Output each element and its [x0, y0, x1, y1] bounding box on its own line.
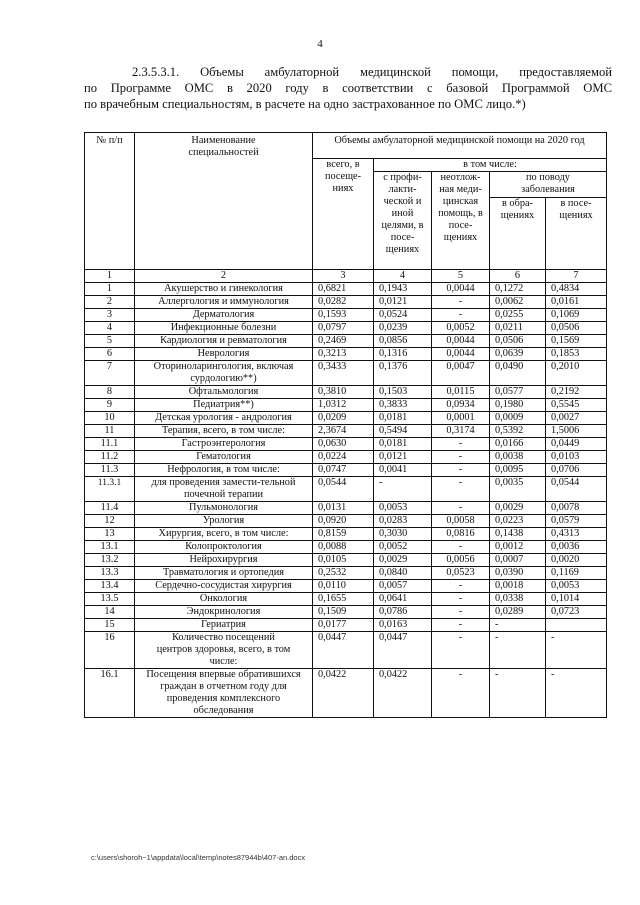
row-appeals: 0,0577	[490, 386, 546, 399]
row-prophylactic: 0,0524	[374, 309, 432, 322]
row-visits: 1,5006	[546, 425, 607, 438]
table-row	[85, 464, 607, 477]
row-number: 11.4	[85, 502, 135, 515]
row-visits: 0,5545	[546, 399, 607, 412]
row-appeals: 0,0390	[490, 567, 546, 580]
row-specialty: Оториноларингология, включая сурдологию**)	[135, 361, 313, 386]
row-appeals: -	[490, 619, 546, 632]
row-prophylactic: 0,0029	[374, 554, 432, 567]
row-specialty: Гериатрия	[135, 619, 313, 632]
row-specialty: Колопроктология	[135, 541, 313, 554]
row-urgent: -	[432, 296, 490, 309]
page-number: 4	[317, 38, 323, 50]
row-visits: 0,0544	[546, 477, 607, 502]
row-number: 7	[85, 361, 135, 386]
table-row	[85, 619, 607, 632]
header-including: в том числе:	[374, 159, 607, 172]
table-row	[85, 580, 607, 593]
row-urgent: -	[432, 438, 490, 451]
row-number: 11.1	[85, 438, 135, 451]
row-urgent: -	[432, 541, 490, 554]
row-visits: -	[546, 632, 607, 669]
header-name: Наименование специальностей	[135, 133, 313, 270]
row-total: 0,1593	[313, 309, 374, 322]
table-row	[85, 554, 607, 567]
row-specialty: Нейрохирургия	[135, 554, 313, 567]
row-appeals: 0,0009	[490, 412, 546, 425]
column-index: 6	[490, 270, 546, 283]
row-appeals: 0,0038	[490, 451, 546, 464]
row-appeals: 0,0062	[490, 296, 546, 309]
row-appeals: 0,0211	[490, 322, 546, 335]
row-prophylactic: 0,0163	[374, 619, 432, 632]
row-specialty: Детская урология - андрология	[135, 412, 313, 425]
row-appeals: 0,1438	[490, 528, 546, 541]
row-visits: 0,1169	[546, 567, 607, 580]
row-specialty: Посещения впервые обратившихся граждан в отчетном году для проведения комплексного обследования	[135, 669, 313, 718]
row-total: 0,3810	[313, 386, 374, 399]
row-number: 2	[85, 296, 135, 309]
row-prophylactic: 0,3833	[374, 399, 432, 412]
table-row	[85, 477, 607, 502]
table-row	[85, 669, 607, 718]
row-prophylactic: 0,0041	[374, 464, 432, 477]
row-prophylactic: 0,1316	[374, 348, 432, 361]
row-prophylactic: 0,0181	[374, 412, 432, 425]
table-row	[85, 335, 607, 348]
row-visits: 0,0706	[546, 464, 607, 477]
column-index: 2	[135, 270, 313, 283]
table-row	[85, 567, 607, 580]
row-number: 13.4	[85, 580, 135, 593]
row-specialty: Гастроэнтерология	[135, 438, 313, 451]
row-appeals: 0,0255	[490, 309, 546, 322]
row-number: 13.1	[85, 541, 135, 554]
row-visits: 0,0027	[546, 412, 607, 425]
row-urgent: -	[432, 451, 490, 464]
header-total: всего, в посеще-ниях	[313, 159, 374, 270]
row-prophylactic: 0,0057	[374, 580, 432, 593]
table-row	[85, 528, 607, 541]
row-urgent: -	[432, 464, 490, 477]
row-urgent: 0,0058	[432, 515, 490, 528]
row-prophylactic: 0,0422	[374, 669, 432, 718]
row-specialty: Офтальмология	[135, 386, 313, 399]
row-total: 0,0544	[313, 477, 374, 502]
row-visits: 0,0449	[546, 438, 607, 451]
row-appeals: 0,0018	[490, 580, 546, 593]
section-heading	[84, 64, 612, 112]
row-appeals: 0,0029	[490, 502, 546, 515]
table-row	[85, 361, 607, 386]
row-appeals: 0,0035	[490, 477, 546, 502]
row-total: 0,0224	[313, 451, 374, 464]
table-row	[85, 309, 607, 322]
row-total: 0,0447	[313, 632, 374, 669]
row-number: 6	[85, 348, 135, 361]
row-number: 9	[85, 399, 135, 412]
heading-line-2: по Программе ОМС в 2020 году в соответствии с базовой Программой ОМС	[84, 81, 612, 95]
row-specialty: Педиатрия**)	[135, 399, 313, 412]
row-appeals: -	[490, 669, 546, 718]
row-urgent: -	[432, 477, 490, 502]
row-visits: 0,4834	[546, 283, 607, 296]
table-row	[85, 425, 607, 438]
row-specialty: Акушерство и гинекология	[135, 283, 313, 296]
row-appeals: -	[490, 632, 546, 669]
row-urgent: 0,0047	[432, 361, 490, 386]
row-total: 0,0088	[313, 541, 374, 554]
row-specialty: Урология	[135, 515, 313, 528]
row-total: 0,0131	[313, 502, 374, 515]
row-number: 10	[85, 412, 135, 425]
row-total: 0,0105	[313, 554, 374, 567]
row-appeals: 0,5392	[490, 425, 546, 438]
header-volumes: Объемы амбулаторной медицинской помощи на 2020 год	[313, 133, 607, 159]
row-visits: 0,0053	[546, 580, 607, 593]
row-prophylactic: 0,0239	[374, 322, 432, 335]
row-prophylactic: -	[374, 477, 432, 502]
row-total: 0,0209	[313, 412, 374, 425]
row-prophylactic: 0,0121	[374, 296, 432, 309]
row-specialty: Сердечно-сосудистая хирургия	[135, 580, 313, 593]
row-specialty: для проведения замести-тельной почечной терапии	[135, 477, 313, 502]
row-total: 0,0797	[313, 322, 374, 335]
row-total: 0,0747	[313, 464, 374, 477]
row-specialty: Инфекционные болезни	[135, 322, 313, 335]
row-specialty: Онкология	[135, 593, 313, 606]
header-disease: по поводу заболевания	[490, 172, 607, 198]
table-row	[85, 451, 607, 464]
row-total: 0,2469	[313, 335, 374, 348]
row-specialty: Количество посещений центров здоровья, всего, в том числе:	[135, 632, 313, 669]
row-appeals: 0,0007	[490, 554, 546, 567]
row-urgent: 0,0044	[432, 283, 490, 296]
row-urgent: -	[432, 580, 490, 593]
row-visits: 0,1014	[546, 593, 607, 606]
column-index-row	[85, 270, 607, 283]
table-row	[85, 283, 607, 296]
row-urgent: -	[432, 632, 490, 669]
row-total: 0,0630	[313, 438, 374, 451]
column-index: 4	[374, 270, 432, 283]
row-prophylactic: 0,0786	[374, 606, 432, 619]
row-number: 16.1	[85, 669, 135, 718]
row-urgent: 0,0523	[432, 567, 490, 580]
row-total: 0,0177	[313, 619, 374, 632]
table-row	[85, 541, 607, 554]
row-number: 4	[85, 322, 135, 335]
row-number: 14	[85, 606, 135, 619]
row-prophylactic: 0,0052	[374, 541, 432, 554]
row-total: 0,0422	[313, 669, 374, 718]
row-number: 11	[85, 425, 135, 438]
row-visits: 0,2010	[546, 361, 607, 386]
row-total: 1,0312	[313, 399, 374, 412]
row-urgent: -	[432, 593, 490, 606]
row-number: 15	[85, 619, 135, 632]
row-urgent: 0,0044	[432, 348, 490, 361]
table-row	[85, 399, 607, 412]
table-row	[85, 632, 607, 669]
header-appeals: в обра-щениях	[490, 198, 546, 270]
row-total: 0,3213	[313, 348, 374, 361]
row-visits: 0,1853	[546, 348, 607, 361]
row-number: 13.5	[85, 593, 135, 606]
row-urgent: 0,0056	[432, 554, 490, 567]
row-specialty: Травматология и ортопедия	[135, 567, 313, 580]
row-prophylactic: 0,1376	[374, 361, 432, 386]
row-urgent: 0,0816	[432, 528, 490, 541]
row-number: 13	[85, 528, 135, 541]
row-total: 0,0920	[313, 515, 374, 528]
row-urgent: 0,3174	[432, 425, 490, 438]
row-number: 13.3	[85, 567, 135, 580]
row-appeals: 0,0223	[490, 515, 546, 528]
row-appeals: 0,0338	[490, 593, 546, 606]
row-appeals: 0,1272	[490, 283, 546, 296]
row-specialty: Терапия, всего, в том числе:	[135, 425, 313, 438]
row-appeals: 0,0012	[490, 541, 546, 554]
row-visits: 0,0161	[546, 296, 607, 309]
row-total: 0,0282	[313, 296, 374, 309]
row-urgent: -	[432, 669, 490, 718]
row-number: 11.3.1	[85, 477, 135, 502]
row-urgent: 0,0934	[432, 399, 490, 412]
column-index: 7	[546, 270, 607, 283]
header-visits: в посе-щениях	[546, 198, 607, 270]
table-row	[85, 296, 607, 309]
row-prophylactic: 0,0641	[374, 593, 432, 606]
row-total: 2,3674	[313, 425, 374, 438]
column-index: 3	[313, 270, 374, 283]
row-visits: -	[546, 669, 607, 718]
row-urgent: 0,0115	[432, 386, 490, 399]
row-specialty: Эндокринология	[135, 606, 313, 619]
table-row	[85, 322, 607, 335]
row-number: 3	[85, 309, 135, 322]
table-row	[85, 386, 607, 399]
row-prophylactic: 0,1943	[374, 283, 432, 296]
row-urgent: -	[432, 619, 490, 632]
row-prophylactic: 0,1503	[374, 386, 432, 399]
row-visits: 0,0506	[546, 322, 607, 335]
table-row	[85, 593, 607, 606]
row-prophylactic: 0,5494	[374, 425, 432, 438]
row-visits	[546, 619, 607, 632]
table-row	[85, 348, 607, 361]
row-number: 1	[85, 283, 135, 296]
row-number: 11.2	[85, 451, 135, 464]
row-specialty: Дерматология	[135, 309, 313, 322]
row-prophylactic: 0,0283	[374, 515, 432, 528]
row-urgent: 0,0044	[432, 335, 490, 348]
row-appeals: 0,0639	[490, 348, 546, 361]
row-prophylactic: 0,0053	[374, 502, 432, 515]
row-prophylactic: 0,0856	[374, 335, 432, 348]
row-visits: 0,0579	[546, 515, 607, 528]
row-prophylactic: 0,0840	[374, 567, 432, 580]
row-urgent: 0,0001	[432, 412, 490, 425]
header-urgent: неотлож-ная меди-цинская помощь, в посе-щениях	[432, 172, 490, 270]
row-total: 0,0110	[313, 580, 374, 593]
row-appeals: 0,0289	[490, 606, 546, 619]
row-visits: 0,4313	[546, 528, 607, 541]
row-number: 5	[85, 335, 135, 348]
row-appeals: 0,0506	[490, 335, 546, 348]
row-total: 0,2532	[313, 567, 374, 580]
row-visits: 0,0036	[546, 541, 607, 554]
row-total: 0,1509	[313, 606, 374, 619]
table-row	[85, 502, 607, 515]
row-urgent: -	[432, 606, 490, 619]
row-specialty: Гематология	[135, 451, 313, 464]
row-visits: 0,0103	[546, 451, 607, 464]
file-path-footer: c:\users\shoroh~1\appdata\local\temp\notes87944b\407-an.docx	[91, 853, 306, 862]
row-total: 0,3433	[313, 361, 374, 386]
row-visits: 0,2192	[546, 386, 607, 399]
row-visits: 0,0078	[546, 502, 607, 515]
heading-line-3: по врачебным специальностям, в расчете на одно застрахованное по ОМС лицо.*)	[84, 97, 526, 111]
row-visits: 0,1569	[546, 335, 607, 348]
row-prophylactic: 0,0121	[374, 451, 432, 464]
row-total: 0,6821	[313, 283, 374, 296]
row-number: 12	[85, 515, 135, 528]
row-total: 0,1655	[313, 593, 374, 606]
column-index: 5	[432, 270, 490, 283]
row-prophylactic: 0,0447	[374, 632, 432, 669]
table-row	[85, 412, 607, 425]
row-prophylactic: 0,3030	[374, 528, 432, 541]
row-number: 11.3	[85, 464, 135, 477]
row-number: 8	[85, 386, 135, 399]
row-number: 13.2	[85, 554, 135, 567]
row-visits: 0,0723	[546, 606, 607, 619]
column-index: 1	[85, 270, 135, 283]
header-num: № п/п	[85, 133, 135, 270]
heading-line-1: 2.3.5.3.1. Объемы амбулаторной медицинской помощи, предоставляемой	[132, 65, 612, 79]
row-appeals: 0,0490	[490, 361, 546, 386]
row-number: 16	[85, 632, 135, 669]
table-row	[85, 515, 607, 528]
row-urgent: -	[432, 502, 490, 515]
row-visits: 0,0020	[546, 554, 607, 567]
table-row	[85, 606, 607, 619]
row-specialty: Кардиология и ревматология	[135, 335, 313, 348]
row-appeals: 0,0095	[490, 464, 546, 477]
row-specialty: Аллергология и иммунология	[135, 296, 313, 309]
table-row	[85, 438, 607, 451]
row-specialty: Нефрология, в том числе:	[135, 464, 313, 477]
row-urgent: -	[432, 309, 490, 322]
row-appeals: 0,0166	[490, 438, 546, 451]
row-total: 0,8159	[313, 528, 374, 541]
header-prophylactic: с профи-лакти-ческой и иной целями, в посе-щениях	[374, 172, 432, 270]
row-prophylactic: 0,0181	[374, 438, 432, 451]
row-appeals: 0,1980	[490, 399, 546, 412]
volumes-table	[84, 132, 607, 718]
row-visits: 0,1069	[546, 309, 607, 322]
row-specialty: Хирургия, всего, в том числе:	[135, 528, 313, 541]
row-specialty: Пульмонология	[135, 502, 313, 515]
row-specialty: Неврология	[135, 348, 313, 361]
row-urgent: 0,0052	[432, 322, 490, 335]
